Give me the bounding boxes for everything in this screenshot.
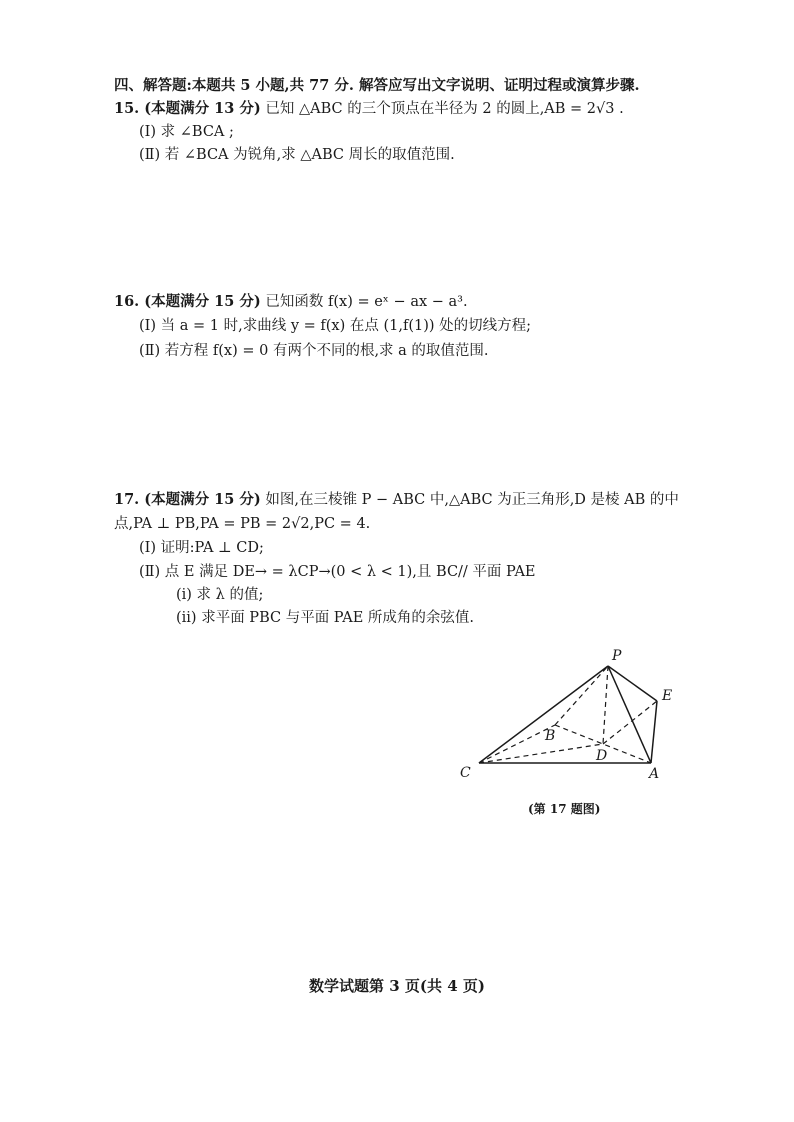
question-15-part1: (Ⅰ) 求 ∠BCA ; [139, 124, 234, 140]
question-15-head: 15. (本题满分 13 分) [114, 100, 261, 117]
page-footer: 数学试题第 3 页(共 4 页) [309, 977, 485, 995]
question-17-stem-line2: 点,PA ⊥ PB,PA = PB = 2√2,PC = 4. [114, 516, 371, 532]
edge-EA [651, 701, 657, 763]
label-P: P [612, 648, 622, 664]
figure-caption: (第 17 题图) [528, 802, 601, 816]
question-17 [114, 490, 679, 510]
label-E: E [662, 688, 673, 704]
question-16 [114, 292, 468, 312]
segment-DE-hidden [603, 701, 657, 744]
pyramid-figure [450, 645, 690, 785]
question-16-head: 16. (本题满分 15 分) [114, 293, 261, 310]
question-17-stem-line1: 如图,在三棱锥 P − ABC 中,△ABC 为正三角形,D 是棱 AB 的中 [265, 492, 679, 508]
question-17-part2-ii: (ii) 求平面 PBC 与平面 PAE 所成角的余弦值. [176, 610, 474, 626]
edge-PB-hidden [555, 666, 608, 725]
question-15-part2: (Ⅱ) 若 ∠BCA 为锐角,求 △ABC 周长的取值范围. [139, 147, 455, 163]
label-D: D [596, 748, 608, 764]
question-17-head: 17. (本题满分 15 分) [114, 491, 261, 508]
question-15-stem: 已知 △ABC 的三个顶点在半径为 2 的圆上,AB = 2√3 . [265, 101, 624, 117]
section-header: 四、解答题:本题共 5 小题,共 77 分. 解答应写出文字说明、证明过程或演算步骤. [114, 77, 640, 94]
question-17-part1: (Ⅰ) 证明:PA ⊥ CD; [139, 540, 264, 556]
edge-PC [479, 666, 608, 763]
question-16-part2: (Ⅱ) 若方程 f(x) = 0 有两个不同的根,求 a 的取值范围. [139, 343, 489, 359]
label-A: A [649, 766, 660, 782]
label-B: B [545, 728, 556, 744]
question-16-part1: (Ⅰ) 当 a = 1 时,求曲线 y = f(x) 在点 (1,f(1)) 处的切线方程; [139, 318, 532, 334]
question-17-part2: (Ⅱ) 点 E 满足 DE→ = λCP→(0 < λ < 1),且 BC// 平面 PAE [139, 564, 536, 580]
question-17-part2-i: (i) 求 λ 的值; [176, 587, 264, 603]
segment-PD-hidden [603, 666, 608, 744]
question-15 [114, 99, 624, 119]
question-16-stem: 已知函数 f(x) = eˣ − ax − a³. [265, 294, 468, 310]
label-C: C [460, 765, 471, 781]
